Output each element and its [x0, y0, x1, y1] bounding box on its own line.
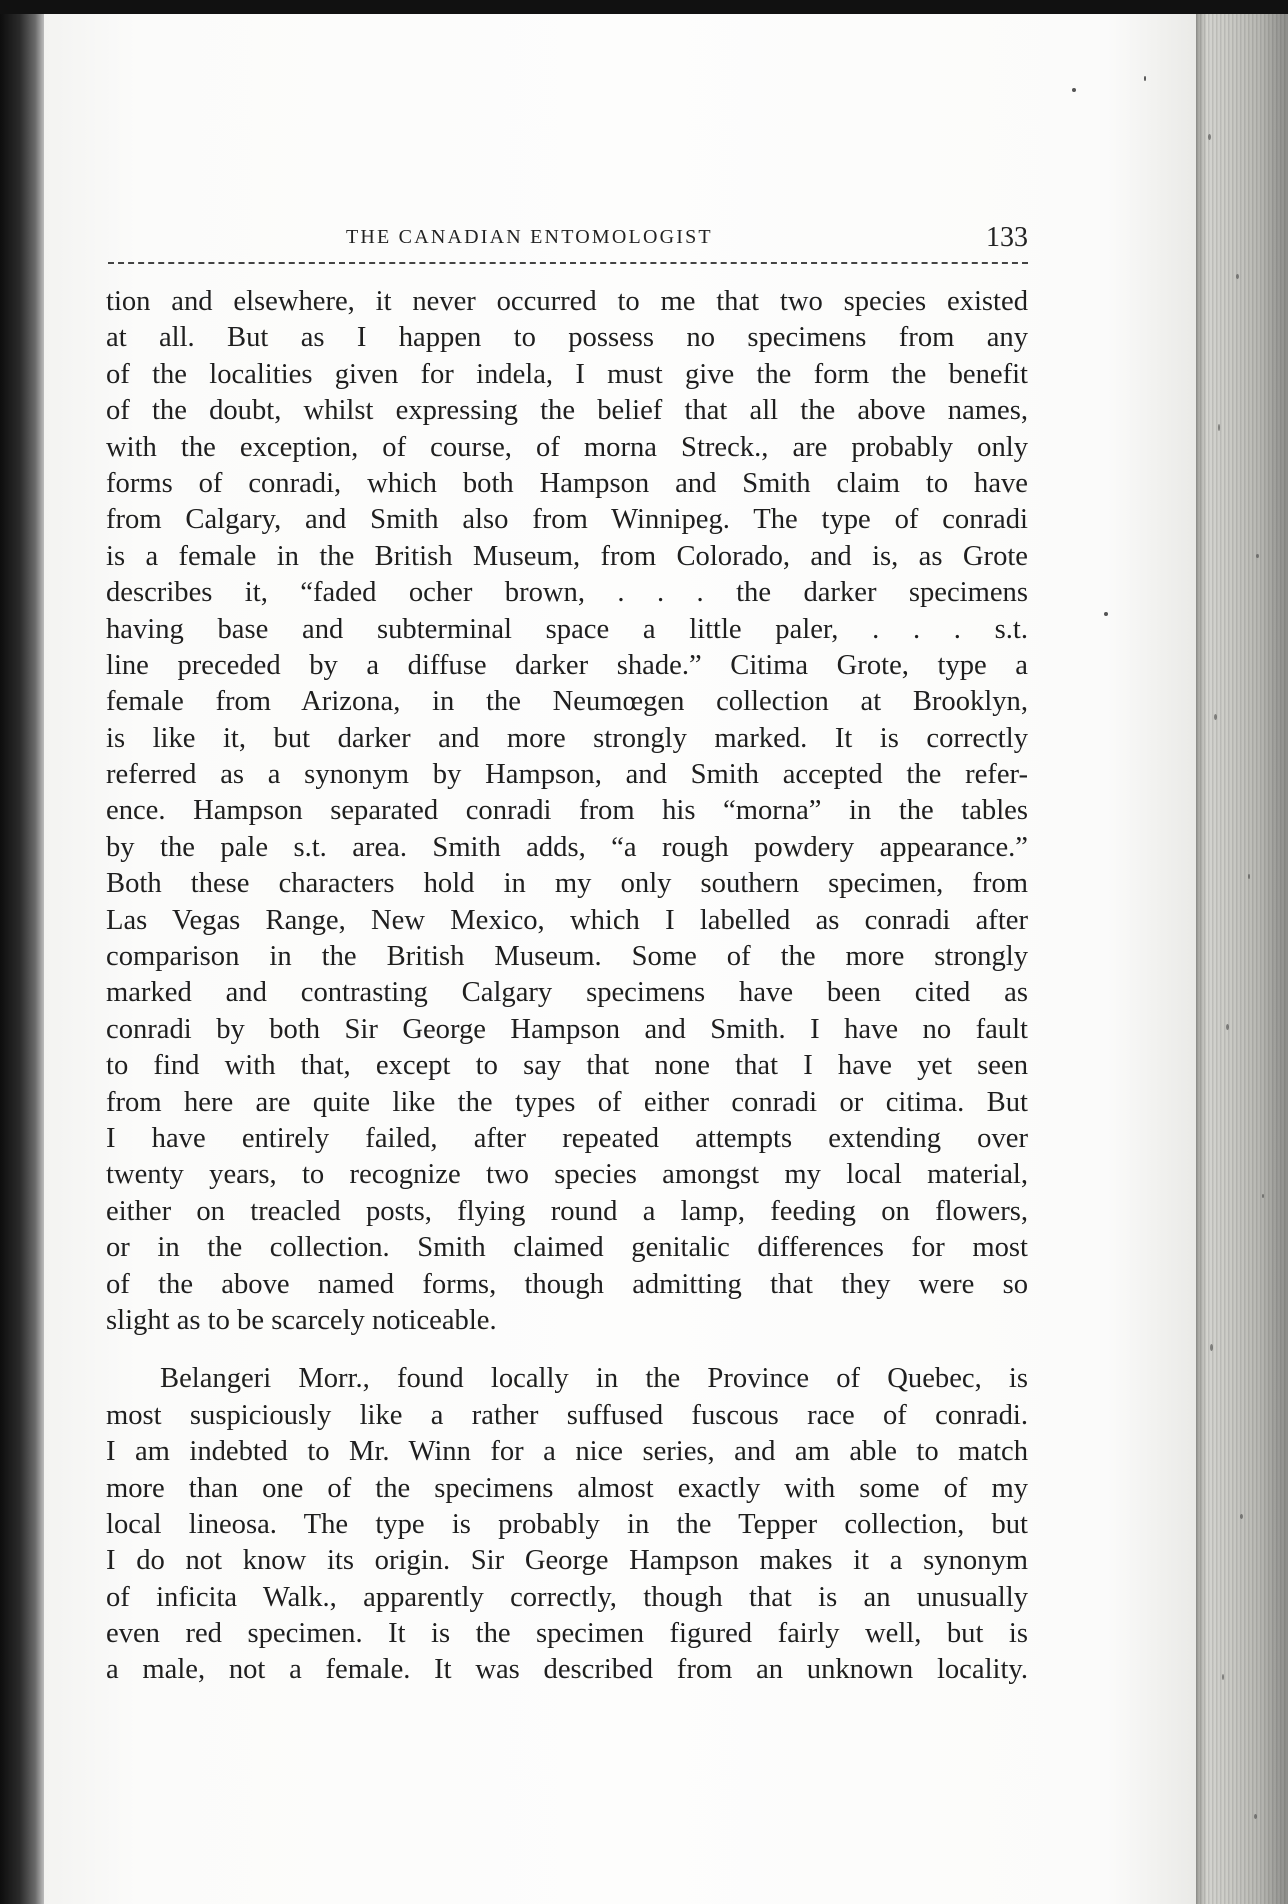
- text-line: a male, not a female. It was described from an unknown locality.: [106, 1654, 1028, 1686]
- text-line: forms of conradi, which both Hampson and Smith claim to have: [106, 467, 1028, 499]
- text-line: slight as to be scarcely noticeable.: [106, 1304, 497, 1336]
- page-number: 133: [986, 222, 1028, 253]
- text-line: twenty years, to recognize two species amongst my local material,: [106, 1159, 1028, 1191]
- text-line: comparison in the British Museum. Some of the more strongly: [106, 941, 1028, 973]
- text-line: conradi by both Sir George Hampson and Smith. I have no fault: [106, 1013, 1028, 1045]
- dust-speck: [1144, 76, 1146, 81]
- text-line: Both these characters hold in my only southern specimen, from: [106, 868, 1028, 900]
- text-line: ence. Hampson separated conradi from his “morna” in the tables: [106, 795, 1028, 827]
- text-line: from Calgary, and Smith also from Winnipeg. The type of conradi: [106, 504, 1028, 536]
- text-line: either on treacled posts, flying round a lamp, feeding on flowers,: [106, 1195, 1028, 1227]
- text-line: I do not know its origin. Sir George Hampson makes it a synonym: [106, 1545, 1028, 1577]
- text-line: of inficita Walk., apparently correctly, though that is an unusually: [106, 1581, 1028, 1613]
- text-line: is like it, but darker and more strongly marked. It is correctly: [106, 722, 1028, 754]
- text-line: of the above named forms, though admitting that they were so: [106, 1268, 1028, 1300]
- page-edge-stack: [1196, 14, 1288, 1904]
- text-line: Belangeri Morr., found locally in the Province of Quebec, is: [160, 1363, 1028, 1395]
- text-line: female from Arizona, in the Neumœgen collection at Brooklyn,: [106, 686, 1028, 718]
- text-line: marked and contrasting Calgary specimens have been cited as: [106, 977, 1028, 1009]
- text-line: from here are quite like the types of either conradi or citima. But: [106, 1086, 1028, 1118]
- text-line: Las Vegas Range, New Mexico, which I labelled as conradi after: [106, 904, 1028, 936]
- book-gutter-shadow: [0, 14, 44, 1904]
- text-line: referred as a synonym by Hampson, and Smith accepted the refer-: [106, 759, 1028, 791]
- text-line: I have entirely failed, after repeated attempts extending over: [106, 1122, 1028, 1154]
- text-line: even red specimen. It is the specimen figured fairly well, but is: [106, 1618, 1028, 1650]
- text-line: having base and subterminal space a little paler, . . . s.t.: [106, 613, 1028, 645]
- text-line: more than one of the specimens almost exactly with some of my: [106, 1472, 1028, 1504]
- text-line: I am indebted to Mr. Winn for a nice series, and am able to match: [106, 1436, 1028, 1468]
- scan-top-border: [0, 0, 1288, 14]
- text-line: of the doubt, whilst expressing the belief that all the above names,: [106, 395, 1028, 427]
- paragraph-gap: [106, 1339, 1028, 1361]
- text-line: most suspiciously like a rather suffused fuscous race of conradi.: [106, 1399, 1028, 1431]
- text-line: local lineosa. The type is probably in the Tepper collection, but: [106, 1508, 1028, 1540]
- text-line: is a female in the British Museum, from Colorado, and is, as Grote: [106, 540, 1028, 572]
- paragraph-2: [106, 1361, 1028, 1689]
- text-line: describes it, “faded ocher brown, . . . the darker specimens: [106, 577, 1028, 609]
- text-line: by the pale s.t. area. Smith adds, “a rough powdery appearance.”: [106, 831, 1028, 863]
- paragraph-1: [106, 284, 1028, 1339]
- header-rule: [108, 262, 1028, 264]
- dust-speck: [1072, 88, 1076, 92]
- text-line: line preceded by a diffuse darker shade.” Citima Grote, type a: [106, 649, 1028, 681]
- running-title: THE CANADIAN ENTOMOLOGIST: [346, 226, 713, 248]
- text-line: or in the collection. Smith claimed genitalic differences for most: [106, 1232, 1028, 1264]
- text-line: tion and elsewhere, it never occurred to me that two species existed: [106, 286, 1028, 317]
- running-header: [108, 222, 1028, 258]
- text-line: to find with that, except to say that none that I have yet seen: [106, 1050, 1028, 1082]
- text-line: with the exception, of course, of morna Streck., are probably only: [106, 431, 1028, 463]
- text-line: of the localities given for indela, I must give the form the benefit: [106, 358, 1028, 390]
- text-line: at all. But as I happen to possess no specimens from any: [106, 322, 1028, 354]
- body-text: [106, 284, 1028, 1689]
- dust-speck: [1104, 612, 1108, 616]
